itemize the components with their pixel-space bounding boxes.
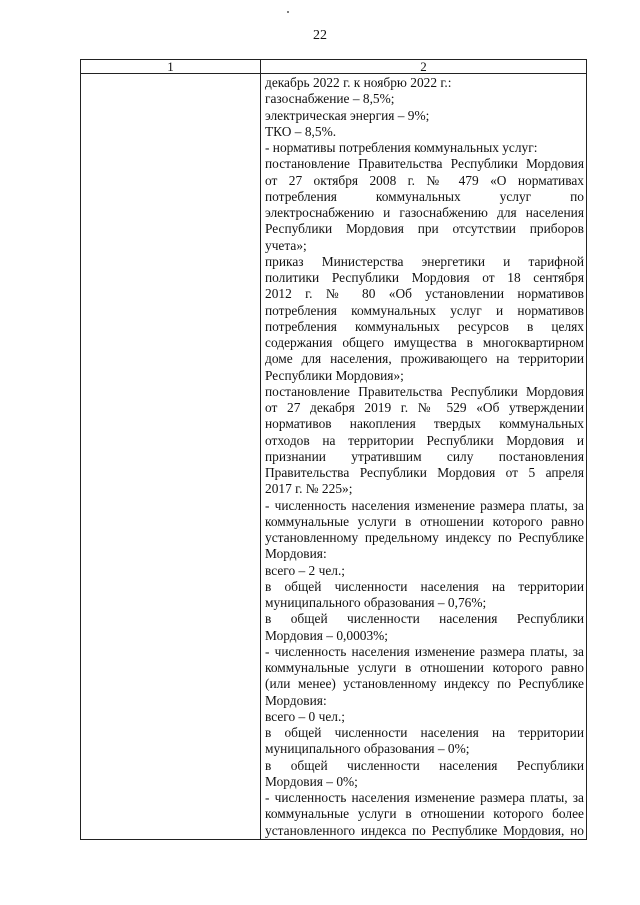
text-line: от 27 декабря 2019 г. № 529 «Об утверждении	[265, 400, 584, 415]
text-line: Мордовия – 0%;	[265, 773, 358, 789]
text-line: Мордовия:	[265, 692, 327, 708]
text-line: (или менее) установленному индексу по Республике	[265, 676, 584, 692]
text-line: доме для населения, проживающего на территории	[265, 351, 584, 367]
column-1-cell	[81, 74, 261, 840]
text-line: установленного индекса по Республике Мордовия, но	[265, 822, 584, 838]
text-line: отходов на территории Республики Мордовия и	[265, 432, 584, 448]
page-number: 22	[313, 28, 327, 43]
text-line: Мордовия:	[265, 546, 327, 562]
column-1-header: 1	[81, 60, 261, 74]
text-lines	[265, 75, 584, 839]
text-line: постановление Правительства Республики Мордовия	[265, 383, 584, 399]
text-line: - нормативы потребления коммунальных услуг:	[265, 140, 538, 155]
text-line: содержания общего имущества в многоквартирном	[265, 335, 584, 350]
text-line: Республики Мордовия»;	[265, 367, 404, 383]
text-line: Правительства Республики Мордовия от 5 апреля	[265, 465, 584, 480]
text-line: - численность населения изменение размера платы, за	[265, 497, 584, 513]
text-line: признании утратившим силу постановления	[265, 448, 584, 464]
text-line: газоснабжение – 8,5%;	[265, 91, 395, 107]
text-line: электрическая энергия – 9%;	[265, 107, 430, 123]
text-line: Республики Мордовия при отсутствии приборов	[265, 221, 584, 237]
column-2-cell	[261, 74, 587, 840]
text-line: учета»;	[265, 237, 307, 253]
text-line: в общей численности населения Республики	[265, 757, 584, 773]
table-header-row	[81, 60, 587, 74]
text-line: коммунальные услуги в отношении которого равно	[265, 513, 584, 529]
text-line: в общей численности населения Республики	[265, 611, 584, 627]
text-line: коммунальные услуги в отношении которого более	[265, 806, 584, 822]
text-line: в общей численности населения на территории	[265, 725, 584, 740]
text-line: ТКО – 8,5%.	[265, 123, 337, 139]
text-line: нормативов накопления твердых коммунальных	[265, 416, 584, 432]
text-line: 2017 г. № 225»;	[265, 481, 353, 497]
text-line: коммунальные услуги в отношении которого равно	[265, 660, 584, 675]
text-line: потребления коммунальных услуг по	[265, 188, 584, 204]
table-row	[81, 74, 587, 840]
text-line: установленному предельному индексу по Республике	[265, 530, 584, 545]
text-line: Мордовия – 0,0003%;	[265, 627, 389, 643]
text-line: потребления коммунальных ресурсов в целях	[265, 318, 584, 334]
document-table	[80, 59, 587, 840]
text-line: - численность населения изменение размера платы, за	[265, 790, 584, 805]
text-line: постановление Правительства Республики Мордовия	[265, 156, 584, 172]
text-line: - численность населения изменение размера платы, за	[265, 643, 584, 659]
column-2-header: 2	[261, 60, 587, 74]
text-line: всего – 2 чел.;	[265, 562, 346, 578]
text-line: муниципального образования – 0%;	[265, 741, 470, 757]
scan-speck	[287, 11, 289, 13]
text-line: потребления коммунальных услуг и нормативов	[265, 302, 584, 318]
text-line: в общей численности населения на территории	[265, 578, 584, 594]
text-line: от 27 октября 2008 г. № 479 «О нормативах	[265, 172, 584, 188]
text-line: политики Республики Мордовия от 18 сентября	[265, 270, 584, 285]
text-line: муниципального образования – 0,76%;	[265, 595, 487, 610]
text-line: приказ Министерства энергетики и тарифной	[265, 253, 584, 269]
text-line: всего – 0 чел.;	[265, 708, 346, 724]
text-line: декабрь 2022 г. к ноябрю 2022 г.:	[265, 75, 452, 90]
text-line: 2012 г. № 80 «Об установлении нормативов	[265, 286, 584, 302]
text-line: электроснабжению и газоснабжению для населения	[265, 205, 584, 220]
